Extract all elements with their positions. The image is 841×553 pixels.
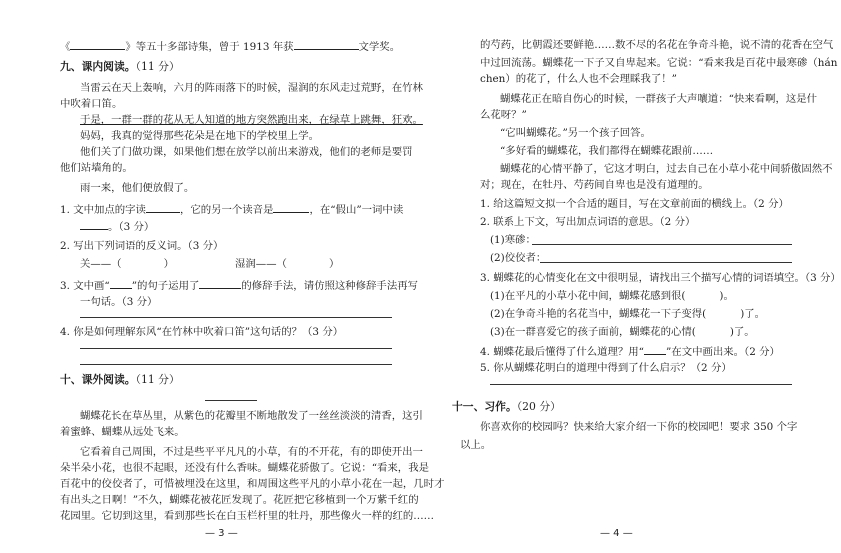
passage-line: 妈妈，我真的觉得那些花朵是在地下的学校里上学。 [80, 130, 319, 142]
passage-line: 有出头之日啊！”不久，蝴蝶花被花匠发现了。花匠把它移植到一个万紫千红的 [60, 494, 419, 506]
answer-blank[interactable] [199, 277, 241, 289]
question-1: 1. 给这篇短文拟一个合适的题目，写在文章前面的横线上。（2 分） [480, 198, 789, 210]
passage-line: “它叫蝴蝶花。”另一个孩子回答。 [500, 127, 651, 139]
title-blank[interactable] [205, 400, 257, 401]
passage-line: 雨一来，他们便放假了。 [80, 182, 195, 194]
section-11-heading: 十一、习作。（20 分） [452, 400, 561, 413]
question-1: 1. 文中加点的字读 ，它的另一个读音是 ，在“假山”一词中读 [60, 201, 403, 217]
question-2: 2. 写出下列词语的反义词。（3 分） [60, 240, 224, 252]
answer-blank[interactable] [110, 277, 132, 289]
page-number: — 3 — [205, 528, 238, 539]
right-page [400, 0, 841, 553]
passage-line: 对；现在，在牡丹、芍药间自卑也是没有道理的。 [480, 179, 709, 191]
answer-blank[interactable] [80, 218, 108, 230]
passage-line: “多好看的蝴蝶花，我们都得在蝴蝶花跟前…… [500, 145, 714, 157]
section-10-heading: 十、课外阅读。（11 分） [60, 373, 180, 386]
passage-line: 着蜜蜂、蝴蝶从远处飞来。 [60, 426, 185, 438]
passage-line: 蝴蝶花长在草丛里，从紫色的花瓣里不断地散发了一丝丝淡淡的清香，这引 [80, 410, 423, 422]
award-blank[interactable] [294, 38, 359, 50]
underlined-sentence: 于是，一群一群的花从无人知道的地方突然跑出来，在绿草上跳舞，狂欢。 [80, 114, 423, 126]
antonym-item: 湿润——（ ） [235, 258, 340, 270]
question-4: 4. 蝴蝶花最后懂得了什么道理？用“ ”在文中画出来。（2 分） [480, 343, 780, 359]
section-9-heading: 九、课内阅读。（11 分） [60, 60, 180, 73]
passage-line: 当雷云在天上轰响，六月的阵雨落下的时候，湿润的东风走过荒野，在竹林 [80, 82, 423, 94]
passage-line: chen）的花了，什么人也不会理睬我了！” [480, 73, 677, 85]
mood-item: (1)在平凡的小草小花中间，蝴蝶花感到很( )。 [490, 290, 734, 302]
question-5: 5. 你从蝴蝶花明白的道理中得到了什么启示？（2 分） [480, 362, 732, 374]
book-title-blank[interactable] [70, 38, 125, 50]
passage-line: 蝴蝶花的心情平静了，它这才明白，过去自己在小草小花中间骄傲固然不 [500, 163, 833, 175]
passage-line: 么花呀？” [480, 109, 527, 121]
question-2: 2. 联系上下文，写出加点词语的意思。（2 分） [480, 216, 696, 228]
poetry-line: 《 》等五十多部诗集，曾于 1913 年获 文学奖。 [60, 38, 400, 54]
answer-blank[interactable] [644, 343, 666, 355]
question-3-cont: 一句话。（3 分） [80, 296, 158, 308]
passage-line: 蝴蝶花正在暗自伤心的时候，一群孩子大声嚷道：“快来看啊，这是什 [500, 93, 818, 105]
writing-prompt: 你喜欢你的校园吗？快来给大家介绍一下你的校园吧！要求 350 个字 [480, 421, 798, 433]
page-number: — 4 — [600, 528, 633, 539]
passage-line: 的芍药，比朝霞还要鲜艳……数不尽的名花在争奇斗艳，说不清的花香在空气 [480, 39, 834, 51]
answer-line[interactable] [540, 262, 792, 263]
mood-item: (3)在一群喜爱它的孩子面前，蝴蝶花的心情( )了。 [490, 326, 755, 338]
antonym-item: 关——（ ） [80, 258, 174, 270]
passage-line: 花园里。它切到这里，看到那些长在白玉栏杆里的牡丹，那些像火一样的红的…… [60, 510, 435, 522]
answer-line[interactable] [532, 244, 792, 245]
writing-prompt: 以上。 [460, 439, 492, 451]
answer-blank[interactable] [146, 201, 180, 213]
definition-item: (2)佼佼者： [490, 252, 547, 264]
question-4: 4. 你是如何理解东风“在竹林中吹着口笛”这句话的？（3 分） [60, 326, 344, 338]
passage-line: 中吹着口笛。 [60, 98, 123, 110]
passage-line: 他们站墙角的。 [60, 162, 133, 174]
passage-line: 它看着自己周围，不过是些平平凡凡的小草，有的不开花，有的即使开出一 [80, 446, 423, 458]
passage-line: 他们关了门做功课，如果他们想在放学以前出来游戏，他们的老师是要罚 [80, 146, 413, 158]
passage-line: 百花中的佼佼者了，可惜被埋没在这里，和周围这些平凡的小草小花在一起，几时才 [60, 478, 445, 490]
question-3: 3. 文中画“ ”的句子运用了 的修辞手法，请仿照这种修辞手法再写 [60, 277, 418, 293]
answer-blank[interactable] [273, 201, 309, 213]
answer-line[interactable] [490, 384, 792, 385]
passage-line: 朵半朵小花，也很不起眼，还没有什么香味。蝴蝶花骄傲了。它说：“看来，我是 [60, 462, 429, 474]
definition-item: (1)寒碜： [490, 234, 536, 246]
mood-item: (2)在争奇斗艳的名花当中，蝴蝶花一下子变得( )了。 [490, 308, 766, 320]
answer-line[interactable] [80, 364, 392, 365]
passage-line: 中过回流荡。蝴蝶花一下子又自卑起来。它说：“看来我是百花中最寒碜（hán [480, 57, 838, 69]
answer-line[interactable] [80, 348, 392, 349]
question-3: 3. 蝴蝶花的心情变化在文中很明显，请找出三个描写心情的词语填空。（3 分） [480, 272, 841, 284]
answer-line[interactable] [80, 317, 392, 318]
question-1-cont: 。（3 分） [80, 218, 154, 234]
